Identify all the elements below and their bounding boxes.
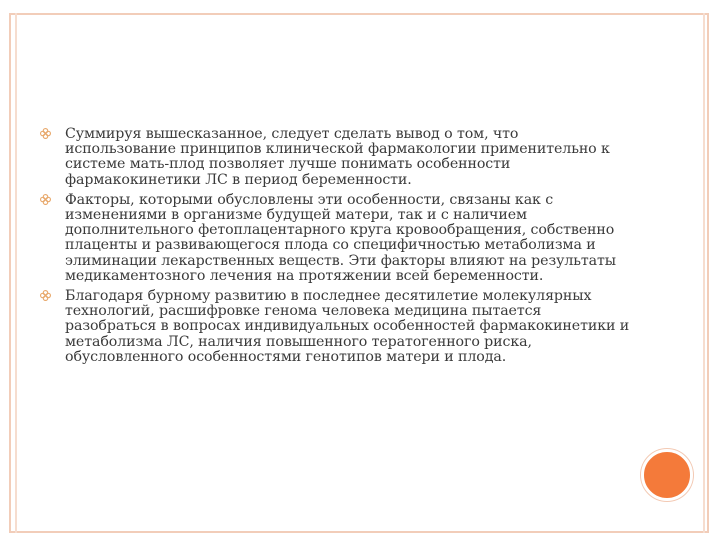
frame-inner-line-right [703, 13, 705, 533]
bullet-list [40, 127, 630, 365]
bullet-text: Благодаря бурному развитию в последнее десятилетие молекулярных технологий, расшифровке генома человека медицина пытается разобраться в вопросах индивидуальных особенностей фармакокинетики и метаболизма ЛС, наличия повышенного тератогенного риска, обусловленного особенностями генотипов матери и плода. [65, 288, 630, 365]
bullet-item [40, 127, 630, 188]
bullet-item [40, 193, 630, 284]
bullet-flower-icon [40, 194, 51, 205]
decorative-orange-circle [641, 449, 693, 501]
bullet-text: Факторы, которыми обусловлены эти особенности, связаны как с изменениями в организме будущей матери, так и с наличием дополнительного фетоплацентарного круга кровообращения, собственно плаценты и развивающегося плода со специфичностью метаболизма и элиминации лекарственных веществ. Эти факторы влияют на результаты медикаментозного лечения на протяжении всей беременности. [65, 191, 616, 284]
bullet-flower-icon [40, 128, 51, 139]
slide-content [40, 127, 630, 370]
bullet-text: Суммируя вышесказанное, следует сделать вывод о том, что использование принципов клинической фармакологии применительно к системе мать-плод позволяет лучше понимать особенности фармакокинетики ЛС в период беременности. [65, 126, 610, 188]
bullet-flower-icon [40, 290, 51, 301]
frame-inner-line-left [15, 13, 17, 533]
bullet-item [40, 289, 630, 365]
